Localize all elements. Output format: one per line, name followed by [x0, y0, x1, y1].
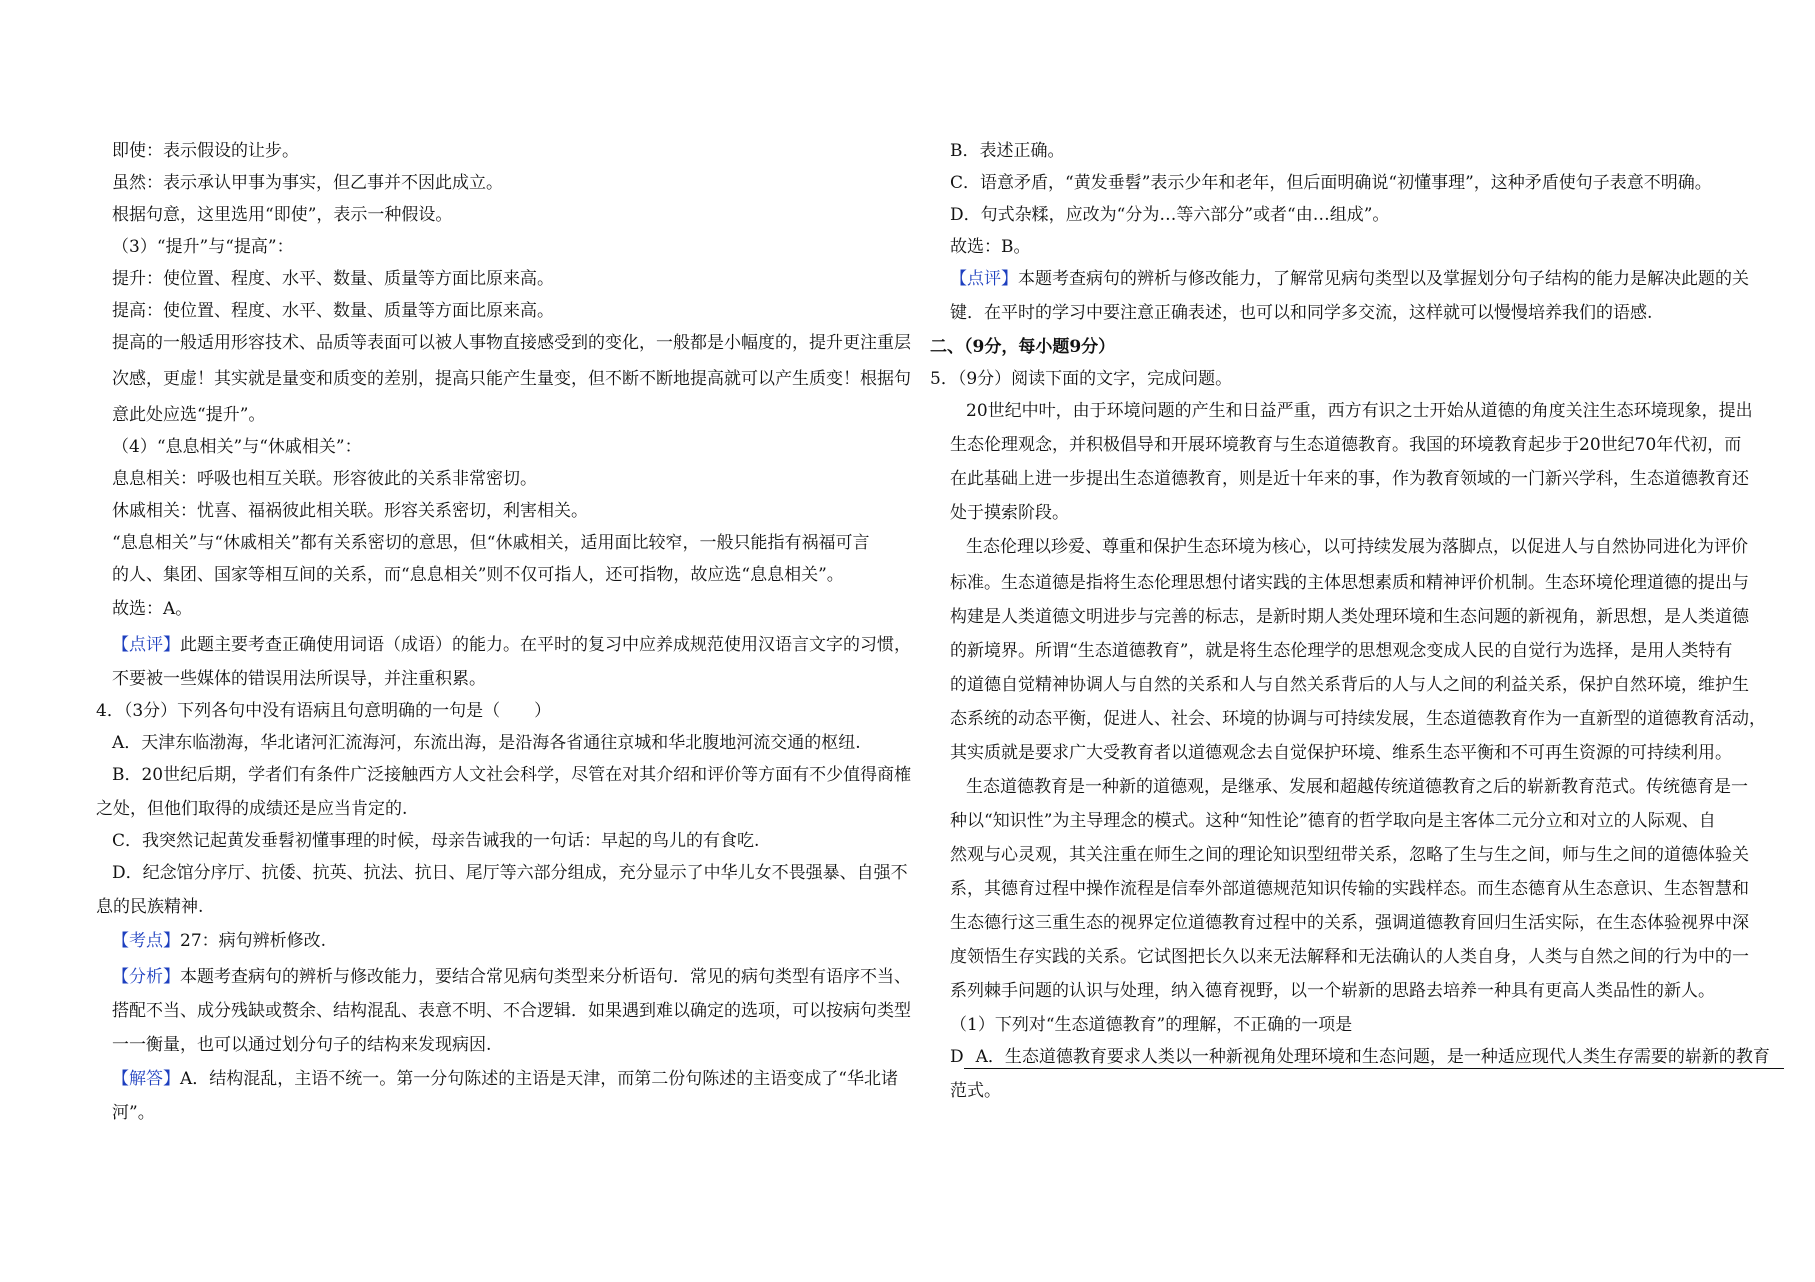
section-heading: 二、（9分，每小题9分）	[930, 337, 1116, 357]
comment-tag: 【点评】	[112, 635, 180, 655]
jieda-line	[112, 1068, 898, 1090]
option-c: C．我突然记起黄发垂髫初懂事理的时候，母亲告诫我的一句话：早起的鸟儿的有食吃.	[112, 831, 760, 851]
paragraph-line: 的道德自觉精神协调人与自然的关系和人与自然关系背后的人与人之间的利益关系，保护自然环境，维护生	[950, 675, 1749, 695]
paragraph-line: 生态德行这三重生态的视界定位道德教育过程中的关系，强调道德教育回归生活实际，在生态体验视界中深	[950, 913, 1749, 933]
option-a: A．天津东临渤海，华北诸河汇流海河，东流出海，是沿海各省通往京城和华北腹地河流交通的枢纽.	[112, 733, 861, 753]
paragraph-line: 处于摸索阶段。	[950, 503, 1069, 523]
text-line: “息息相关”与“休戚相关”都有关系密切的意思，但“休戚相关，适用面比较窄，一般只能指有祸福可言	[112, 533, 870, 553]
option-b: B．20世纪后期，学者们有条件广泛接触西方人文社会科学，尽管在对其介绍和评价等方面有不少值得商榷	[112, 765, 912, 785]
kaodian-line	[112, 930, 326, 952]
fenxi-line	[112, 966, 911, 988]
paragraph-line: 然观与心灵观，其关注重在师生之间的理论知识型纽带关系，忽略了生与生之间，师与生之间的道德体验关	[950, 845, 1749, 865]
text-line: （4）“息息相关”与“休戚相关”：	[112, 437, 362, 457]
text-line: 息息相关：呼吸也相互关联。形容彼此的关系非常密切。	[112, 469, 537, 489]
answer-blank: A．生态道德教育要求人类以一种新视角处理环境和生态问题，是一种适应现代人类生存需要的崭新的教育	[964, 1046, 1784, 1069]
paragraph-line: 20世纪中叶，由于环境问题的产生和日益严重，西方有识之士开始从道德的角度关注生态环境现象，提出	[966, 401, 1753, 421]
option-d: D．纪念馆分序厅、抗倭、抗英、抗法、抗日、尾厅等六部分组成，充分显示了中华儿女不畏强暴、自强不	[112, 863, 908, 883]
text-line: 故选：B。	[950, 237, 1031, 257]
paragraph-line: 度领悟生存实践的关系。它试图把长久以来无法解释和无法确认的人类自身，人类与自然之间的行为中的一	[950, 947, 1749, 967]
paragraph-line: 生态伦理观念，并积极倡导和开展环境教育与生态道德教育。我国的环境教育起步于20世纪70年代初，而	[950, 435, 1742, 455]
paragraph-line: 系列棘手问题的认识与处理，纳入德育视野，以一个崭新的思路去培养一种具有更高人类品性的新人。	[950, 981, 1715, 1001]
text-line: 意此处应选“提升”。	[112, 405, 266, 425]
paragraph-line: 在此基础上进一步提出生态道德教育，则是近十年来的事，作为教育领域的一门新兴学科，生态道德教育还	[950, 469, 1749, 489]
option-a: 范式。	[950, 1081, 1001, 1101]
text-line: 不要被一些媒体的错误用法所误导，并注重积累。	[112, 669, 486, 689]
paragraph-line: 标准。生态道德是指将生态伦理思想付诸实践的主体思想素质和精神评价机制。生态环境伦理道德的提出与	[950, 573, 1749, 593]
paragraph-line: 其实质就是要求广大受教育者以道德观念去自觉保护环境、维系生态平衡和不可再生资源的可持续利用。	[950, 743, 1732, 763]
text-line: 次感，更虚！其实就是量变和质变的差别，提高只能产生量变，但不断不断地提高就可以产生质变！根据句	[112, 369, 911, 389]
jieda-text: A．结构混乱，主语不统一。第一分句陈述的主语是天津，而第二份句陈述的主语变成了“华北诸	[180, 1069, 898, 1089]
jieda-tag: 【解答】	[112, 1069, 180, 1089]
option-c: C．语意矛盾，“黄发垂髫”表示少年和老年，但后面明确说“初懂事理”，这种矛盾使句子表意不明确。	[950, 173, 1712, 193]
comment-line	[950, 268, 1749, 290]
text-line: 休戚相关：忧喜、福祸彼此相关联。形容关系密切，利害相关。	[112, 501, 588, 521]
paragraph-line: 种以“知识性”为主导理念的模式。这种“知性论”德育的哲学取向是主客体二元分立和对立的人际观、自	[950, 811, 1716, 831]
comment-line	[112, 634, 911, 656]
text-line: 一一衡量，也可以通过划分句子的结构来发现病因.	[112, 1035, 492, 1055]
paragraph-line: 构建是人类道德文明进步与完善的标志，是新时期人类处理环境和生态问题的新视角，新思想，是人类道德	[950, 607, 1749, 627]
comment-tag: 【点评】	[950, 269, 1018, 289]
question-heading: 4．（3分）下列各句中没有语病且句意明确的一句是（ ）	[96, 701, 552, 721]
paragraph-line: 生态道德教育是一种新的道德观，是继承、发展和超越传统道德教育之后的崭新教育范式。传统德育是一	[966, 777, 1748, 797]
text-line: 之处，但他们取得的成绩还是应当肯定的.	[96, 799, 408, 819]
text-line: 根据句意，这里选用“即使”，表示一种假设。	[112, 205, 453, 225]
text-line: 提高的一般适用形容技术、品质等表面可以被人事物直接感受到的变化，一般都是小幅度的，提升更注重层	[112, 333, 911, 353]
text-line: 息的民族精神.	[96, 897, 204, 917]
comment-text: 此题主要考查正确使用词语（成语）的能力。在平时的复习中应养成规范使用汉语言文字的习惯，	[180, 635, 911, 655]
paragraph-line: 生态伦理以珍爱、尊重和保护生态环境为核心，以可持续发展为落脚点，以促进人与自然协同进化为评价	[966, 537, 1748, 557]
text-line: 虽然：表示承认甲事为事实，但乙事并不因此成立。	[112, 173, 503, 193]
paragraph-line: 的新境界。所谓“生态道德教育”，就是将生态伦理学的思想观念变成人民的自觉行为选择，是用人类特有	[950, 641, 1733, 661]
fenxi-tag: 【分析】	[112, 967, 180, 987]
option-b: B．表述正确。	[950, 141, 1065, 161]
paragraph-line: 态系统的动态平衡，促进人、社会、环境的协调与可持续发展，生态道德教育作为一直新型的道德教育活动，	[950, 709, 1766, 729]
subquestion-text: D	[950, 1047, 964, 1067]
text-line: 提升：使位置、程度、水平、数量、质量等方面比原来高。	[112, 269, 554, 289]
text-line: 故选：A。	[112, 599, 193, 619]
paragraph-line: （1）下列对“生态道德教育”的理解，不正确的一项是	[950, 1015, 1353, 1035]
text-line: 键．在平时的学习中要注意正确表述，也可以和同学多交流，这样就可以慢慢培养我们的语感.	[950, 303, 1653, 323]
text-line: 的人、集团、国家等相互间的关系，而“息息相关”则不仅可指人，还可指物，故应选“息息相关”。	[112, 565, 844, 585]
text-line: 搭配不当、成分残缺或赘余、结构混乱、表意不明、不合逻辑．如果遇到难以确定的选项，可以按病句类型	[112, 1001, 911, 1021]
paragraph-line: 系，其德育过程中操作流程是信奉外部道德规范知识传输的实践样态。而生态德育从生态意识、生态智慧和	[950, 879, 1749, 899]
option-d: D．句式杂糅，应改为“分为…等六部分”或者“由…组成”。	[950, 205, 1390, 225]
kaodian-text: 27：病句辨析修改.	[180, 931, 327, 951]
fenxi-text: 本题考查病句的辨析与修改能力，要结合常见病句类型来分析语句．常见的病句类型有语序不当、	[180, 967, 911, 987]
text-line: 河”。	[112, 1103, 155, 1123]
text-line: 即使：表示假设的让步。	[112, 141, 299, 161]
text-line: （3）“提升”与“提高”：	[112, 237, 294, 257]
comment-text: 本题考查病句的辨析与修改能力，了解常见病句类型以及掌握划分句子结构的能力是解决此题的关	[1018, 269, 1749, 289]
text-line: 提高：使位置、程度、水平、数量、质量等方面比原来高。	[112, 301, 554, 321]
question-heading: 5．（9分）阅读下面的文字，完成问题。	[930, 369, 1233, 389]
subquestion-line	[950, 1046, 1784, 1069]
kaodian-tag: 【考点】	[112, 931, 180, 951]
